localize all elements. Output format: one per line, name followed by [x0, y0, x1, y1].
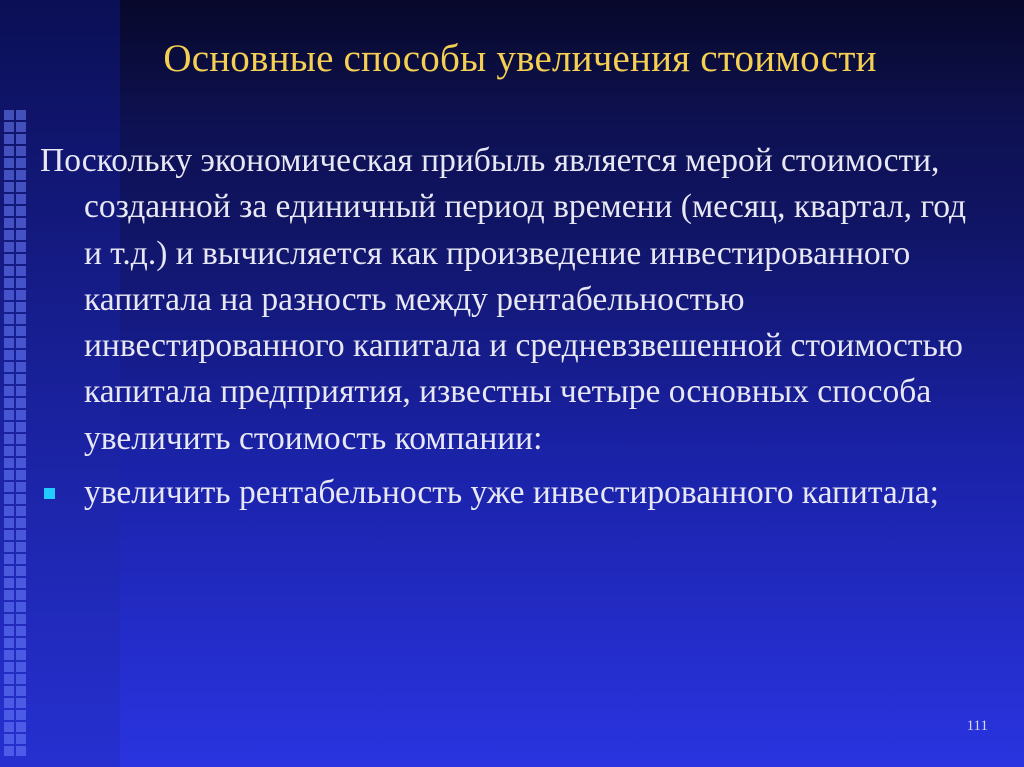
- decorative-square: [4, 182, 14, 192]
- decorative-square: [4, 338, 14, 348]
- decorative-square: [16, 182, 26, 192]
- decorative-square: [16, 254, 26, 264]
- decorative-square: [16, 434, 26, 444]
- decorative-square: [4, 518, 14, 528]
- decorative-square: [4, 170, 14, 180]
- decorative-square: [16, 122, 26, 132]
- decorative-square: [4, 362, 14, 372]
- decorative-square: [4, 710, 14, 720]
- decorative-square: [16, 518, 26, 528]
- decorative-square: [16, 302, 26, 312]
- decorative-square: [16, 386, 26, 396]
- decorative-square: [4, 530, 14, 540]
- decorative-square: [16, 446, 26, 456]
- decorative-square: [16, 722, 26, 732]
- decorative-square: [16, 146, 26, 156]
- decorative-square: [16, 110, 26, 120]
- decorative-square: [4, 674, 14, 684]
- decorative-square: [4, 230, 14, 240]
- bullet-text: увеличить рентабельность уже инвестированного капитала;: [84, 474, 939, 512]
- main-paragraph: Поскольку экономическая прибыль является мерой стоимости, созданной за единичный период времени (месяц, квартал, год и т.д.) и вычисляется как произведение инвестированного капитала на разность между рентабельностью инвестированного капитала и средневзвешенной стоимостью капитала предприятия, известны четыре основных способа увеличить стоимость компании:: [40, 142, 967, 457]
- decorative-square: [16, 650, 26, 660]
- decorative-square: [4, 686, 14, 696]
- decorative-square: [16, 530, 26, 540]
- decorative-square: [16, 734, 26, 744]
- decorative-square: [4, 458, 14, 468]
- decorative-square: [4, 566, 14, 576]
- decorative-square: [4, 146, 14, 156]
- decorative-square: [16, 206, 26, 216]
- decorative-square: [4, 506, 14, 516]
- decorative-square: [16, 578, 26, 588]
- decorative-square: [4, 326, 14, 336]
- decorative-square: [4, 410, 14, 420]
- decorative-square: [16, 350, 26, 360]
- decorative-square: [16, 314, 26, 324]
- decorative-square: [4, 374, 14, 384]
- decorative-square: [16, 614, 26, 624]
- decorative-square: [16, 506, 26, 516]
- decorative-square: [16, 278, 26, 288]
- decorative-square: [4, 650, 14, 660]
- decorative-square: [16, 398, 26, 408]
- decorative-square: [16, 230, 26, 240]
- decorative-square: [4, 158, 14, 168]
- decorative-square: [16, 266, 26, 276]
- decorative-square: [4, 554, 14, 564]
- decorative-square: [16, 482, 26, 492]
- decorative-square: [4, 134, 14, 144]
- decorative-square: [16, 158, 26, 168]
- decorative-square: [16, 662, 26, 672]
- decorative-square: [4, 698, 14, 708]
- decorative-square: [16, 218, 26, 228]
- decorative-square: [16, 458, 26, 468]
- decorative-square: [4, 434, 14, 444]
- slide-title: Основные способы увеличения стоимости: [163, 37, 877, 80]
- decorative-square: [4, 302, 14, 312]
- decorative-square: [4, 278, 14, 288]
- decorative-square: [16, 674, 26, 684]
- decorative-square: [4, 290, 14, 300]
- decorative-square: [4, 614, 14, 624]
- decorative-square: [4, 722, 14, 732]
- decorative-square: [16, 494, 26, 504]
- decorative-square: [16, 410, 26, 420]
- decorative-square: [16, 242, 26, 252]
- square-bullet-icon: [44, 488, 55, 499]
- decorative-square: [4, 734, 14, 744]
- decorative-square: [16, 590, 26, 600]
- decorative-square: [4, 626, 14, 636]
- decorative-square: [4, 122, 14, 132]
- decorative-square: [16, 686, 26, 696]
- decorative-square: [16, 338, 26, 348]
- slide-body: [40, 138, 990, 516]
- decorative-square: [16, 626, 26, 636]
- decorative-square: [16, 326, 26, 336]
- decorative-squares: [4, 110, 26, 767]
- decorative-square: [16, 290, 26, 300]
- decorative-square: [4, 242, 14, 252]
- decorative-square: [4, 422, 14, 432]
- decorative-square: [4, 494, 14, 504]
- decorative-square: [4, 578, 14, 588]
- decorative-square: [16, 566, 26, 576]
- decorative-square: [4, 638, 14, 648]
- decorative-square: [4, 110, 14, 120]
- decorative-square: [4, 602, 14, 612]
- decorative-square: [4, 266, 14, 276]
- decorative-square: [16, 746, 26, 756]
- bullet-item: [40, 470, 990, 516]
- decorative-square: [16, 170, 26, 180]
- decorative-square: [4, 206, 14, 216]
- decorative-square: [4, 746, 14, 756]
- decorative-square: [4, 254, 14, 264]
- decorative-square: [16, 470, 26, 480]
- decorative-square: [4, 218, 14, 228]
- decorative-square: [16, 698, 26, 708]
- decorative-square: [4, 314, 14, 324]
- decorative-square: [4, 446, 14, 456]
- decorative-square: [16, 638, 26, 648]
- decorative-square: [4, 398, 14, 408]
- decorative-square: [16, 194, 26, 204]
- decorative-square: [16, 362, 26, 372]
- decorative-square: [4, 590, 14, 600]
- decorative-square: [16, 542, 26, 552]
- decorative-square: [4, 542, 14, 552]
- decorative-square: [16, 554, 26, 564]
- decorative-square: [16, 422, 26, 432]
- decorative-square: [16, 602, 26, 612]
- decorative-square: [4, 482, 14, 492]
- decorative-square: [16, 134, 26, 144]
- decorative-square: [4, 350, 14, 360]
- decorative-square: [16, 710, 26, 720]
- decorative-square: [4, 386, 14, 396]
- decorative-square: [4, 194, 14, 204]
- decorative-square: [4, 470, 14, 480]
- decorative-square: [4, 662, 14, 672]
- page-number: 111: [966, 718, 988, 734]
- decorative-square: [16, 374, 26, 384]
